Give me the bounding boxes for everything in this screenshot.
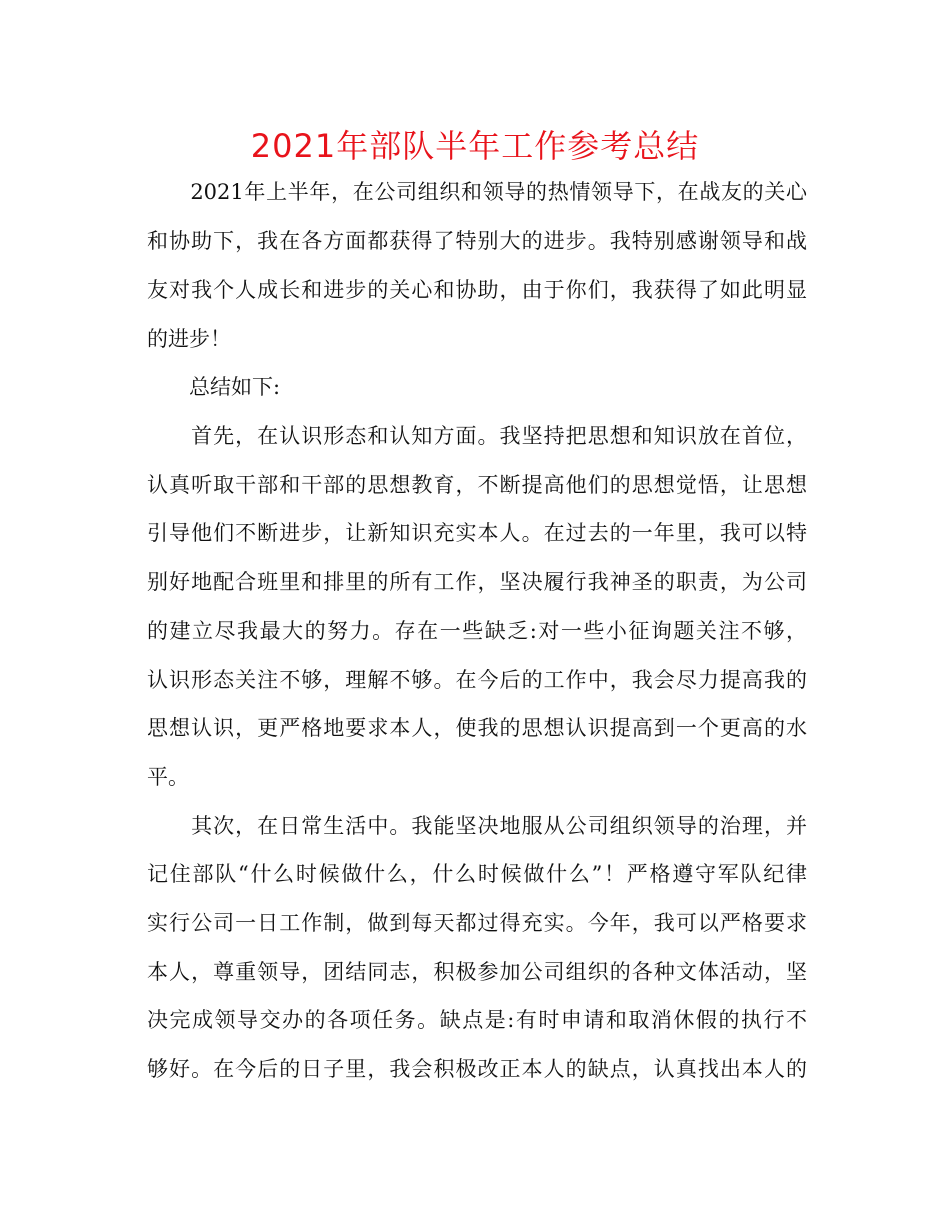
paragraph-line: 的进步！ (147, 327, 231, 351)
paragraph-line: 其次，在日常生活中。我能坚决地服从公司组织领导的治理，并 (147, 814, 807, 838)
paragraph-line: 2021年上半年，在公司组织和领导的热情领导下，在战友的关心 (147, 180, 807, 204)
paragraph-line: 认真听取干部和干部的思想教育，不断提高他们的思想觉悟，让思想 (147, 473, 807, 497)
paragraph-line: 和协助下，我在各方面都获得了特别大的进步。我特别感谢领导和战 (147, 229, 807, 253)
document-title: 2021年部队半年工作参考总结 (250, 127, 700, 165)
paragraph-line: 记住部队“什么时候做什么，什么时候做什么”！严格遵守军队纪律 (147, 862, 807, 886)
paragraph-line: 本人，尊重领导，团结同志，积极参加公司组织的各种文体活动，坚 (147, 960, 807, 984)
paragraph-line: 友对我个人成长和进步的关心和协助，由于你们，我获得了如此明显 (147, 278, 807, 302)
paragraph-line: 引导他们不断进步，让新知识充实本人。在过去的一年里，我可以特 (147, 521, 807, 545)
paragraph-line: 决完成领导交办的各项任务。缺点是:有时申请和取消休假的执行不 (147, 1008, 807, 1032)
paragraph-line: 的建立尽我最大的努力。存在一些缺乏:对一些小征询题关注不够， (147, 619, 807, 643)
paragraph-line: 认识形态关注不够，理解不够。在今后的工作中，我会尽力提高我的 (147, 668, 807, 692)
paragraph-line: 平。 (147, 765, 189, 789)
paragraph-line: 够好。在今后的日子里，我会积极改正本人的缺点，认真找出本人的 (147, 1057, 807, 1081)
paragraph-line: 别好地配合班里和排里的所有工作，坚决履行我神圣的职责，为公司 (147, 570, 807, 594)
paragraph-line: 总结如下: (147, 375, 281, 399)
paragraph-line: 首先，在认识形态和认知方面。我坚持把思想和知识放在首位， (147, 424, 807, 448)
paragraph-line: 实行公司一日工作制，做到每天都过得充实。今年，我可以严格要求 (147, 911, 807, 935)
paragraph-line: 思想认识，更严格地要求本人，使我的思想认识提高到一个更高的水 (147, 716, 807, 740)
